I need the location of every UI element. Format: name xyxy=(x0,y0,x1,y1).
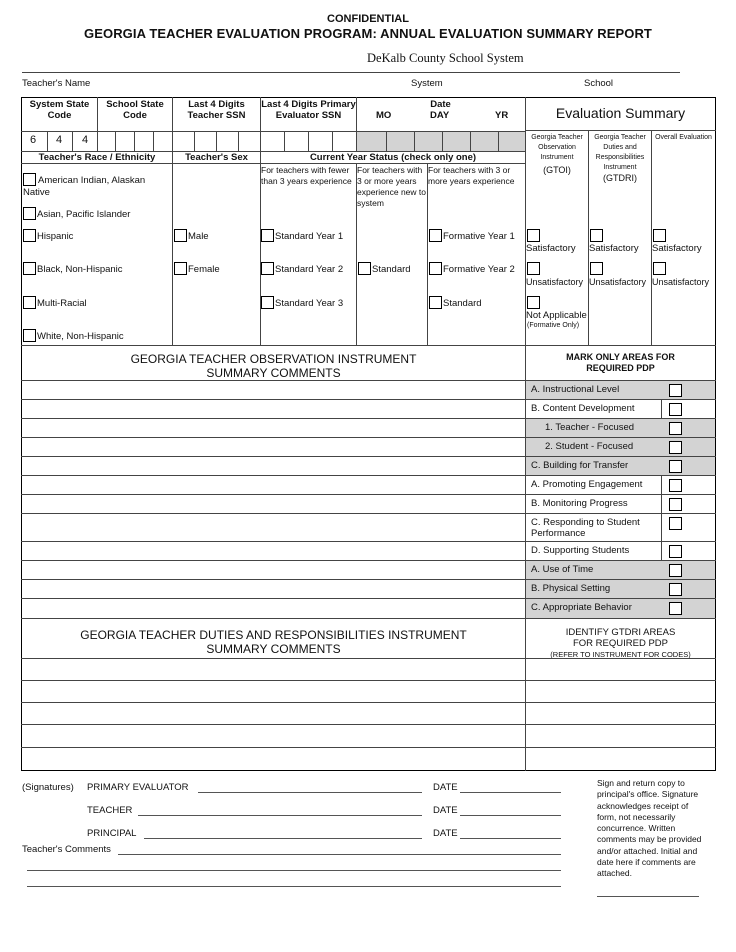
status-label-standard-year-3: Standard Year 3 xyxy=(275,298,344,309)
overall-unsatisfactory-checkbox[interactable] xyxy=(653,262,666,275)
status-note-new-to-system: For teachers with 3 or more years experience new to system xyxy=(357,165,426,208)
race-checkbox-hispanic[interactable] xyxy=(23,229,36,242)
pdp-area-checkbox[interactable] xyxy=(669,460,682,473)
signatures-label: (Signatures) xyxy=(22,782,74,793)
identify-line1: IDENTIFY GTDRI AREAS xyxy=(565,627,676,638)
confidential-label: CONFIDENTIAL xyxy=(327,13,409,25)
gtdri-unsatisfactory-checkbox[interactable] xyxy=(590,262,603,275)
date-shaded-area xyxy=(357,132,525,151)
status-header: Current Year Status (check only one) xyxy=(309,152,477,163)
primary-evaluator-date-line[interactable] xyxy=(460,792,561,793)
month-label: MO xyxy=(376,110,392,121)
pdp-row-divider xyxy=(525,541,716,542)
gtdri-title-line2: SUMMARY COMMENTS xyxy=(206,642,341,656)
sex-header: Teacher's Sex xyxy=(185,152,248,163)
status-label-formative-year-1: Formative Year 1 xyxy=(443,231,515,242)
gtdri-unsatisfactory-label: Unsatisfactory xyxy=(589,277,647,287)
school-state-code-header: School State Code xyxy=(106,99,164,121)
pdp-area-checkbox[interactable] xyxy=(669,498,682,511)
pdp-area-checkbox[interactable] xyxy=(669,422,682,435)
pdp-area-label: D. Supporting Students xyxy=(531,545,630,556)
not-applicable-label: Not Applicable xyxy=(526,310,587,321)
gtdri-satisfactory-label: Satisfactory xyxy=(589,243,639,254)
teacher-date-label: DATE xyxy=(433,805,458,816)
gtdri-title-line1: GEORGIA TEACHER DUTIES AND RESPONSIBILITIES INSTRUMENT xyxy=(80,628,467,642)
race-header: Teacher's Race / Ethnicity xyxy=(38,152,156,163)
race-label-white: White, Non-Hispanic xyxy=(37,331,124,342)
name-line xyxy=(22,72,680,73)
sex-label-male: Male xyxy=(188,231,209,242)
gtoi-column-header: Georgia Teacher Observation Instrument xyxy=(531,134,583,161)
primary-evaluator-signature-line[interactable] xyxy=(198,792,422,793)
principal-date-line[interactable] xyxy=(460,838,561,839)
principal-date-label: DATE xyxy=(433,828,458,839)
teacher-comments-label: Teacher's Comments xyxy=(22,844,111,855)
status-checkbox-standard-year-1[interactable] xyxy=(261,229,274,242)
principal-signature-line[interactable] xyxy=(144,838,422,839)
pdp-area-checkbox[interactable] xyxy=(669,602,682,615)
pdp-row-divider xyxy=(525,399,716,400)
gtoi-unsatisfactory-label: Unsatisfactory xyxy=(526,277,584,287)
sex-checkbox-female[interactable] xyxy=(174,262,187,275)
status-note-under-3: For teachers with fewer than 3 years experience xyxy=(261,165,352,186)
race-label-asian: Asian, Pacific Islander xyxy=(37,209,131,220)
overall-satisfactory-checkbox[interactable] xyxy=(653,229,666,242)
status-checkbox-standard-new[interactable] xyxy=(358,262,371,275)
race-label-american-indian: American Indian, Alaskan Native xyxy=(23,175,146,198)
pdp-area-checkbox[interactable] xyxy=(669,441,682,454)
teacher-date-line[interactable] xyxy=(460,815,561,816)
form-title: GEORGIA TEACHER EVALUATION PROGRAM: ANNUAL EVALUATION SUMMARY REPORT xyxy=(84,26,652,41)
primary-evaluator-date-label: DATE xyxy=(433,782,458,793)
status-checkbox-standard-3plus[interactable] xyxy=(429,296,442,309)
status-checkbox-formative-year-1[interactable] xyxy=(429,229,442,242)
system-digit: 4 xyxy=(56,134,63,146)
pdp-area-checkbox[interactable] xyxy=(669,545,682,558)
pdp-area-checkbox[interactable] xyxy=(669,479,682,492)
race-label-multi-racial: Multi-Racial xyxy=(37,298,87,309)
status-label-standard-new: Standard xyxy=(372,264,411,275)
pdp-area-label: B. Content Development xyxy=(531,403,635,414)
not-applicable-checkbox[interactable] xyxy=(527,296,540,309)
status-label-standard-year-1: Standard Year 1 xyxy=(275,231,344,242)
pdp-area-label: A. Instructional Level xyxy=(531,384,620,395)
teacher-comments-line[interactable] xyxy=(27,886,561,887)
pdp-header xyxy=(526,352,715,374)
return-instructions-note: Sign and return copy to principal's office. Signature acknowledges receipt of form, not necessarily concurrence. Written comments may be provided and/or attached. Initial and date here if comments are attached. xyxy=(597,778,702,879)
sex-checkbox-male[interactable] xyxy=(174,229,187,242)
identify-line2: FOR REQUIRED PDP xyxy=(572,638,668,649)
status-checkbox-standard-year-2[interactable] xyxy=(261,262,274,275)
status-label-formative-year-2: Formative Year 2 xyxy=(443,264,515,275)
pdp-header-line1: MARK ONLY AREAS FOR xyxy=(566,352,675,362)
status-checkbox-formative-year-2[interactable] xyxy=(429,262,442,275)
pdp-header-line2: REQUIRED PDP xyxy=(586,363,655,373)
teacher-signature-line[interactable] xyxy=(138,815,422,816)
status-label-standard-year-2: Standard Year 2 xyxy=(275,264,344,275)
gtoi-satisfactory-label: Satisfactory xyxy=(526,243,576,254)
pdp-area-checkbox[interactable] xyxy=(669,564,682,577)
date-header: Date xyxy=(430,99,451,110)
initial-date-line[interactable] xyxy=(597,896,699,897)
gtdri-identify-header xyxy=(526,627,715,660)
status-note-3-plus: For teachers with 3 or more years experience xyxy=(428,165,515,186)
evaluator-ssn-header: Last 4 Digits Primary Evaluator SSN xyxy=(261,99,356,121)
district-name: DeKalb County School System xyxy=(367,51,524,65)
pdp-area-label: B. Physical Setting xyxy=(531,583,611,594)
pdp-area-label: C. Responding to Student Performance xyxy=(531,517,640,539)
gtdri-comments-title xyxy=(22,628,525,656)
primary-evaluator-label: PRIMARY EVALUATOR xyxy=(87,782,189,793)
formative-only-label: (Formative Only) xyxy=(527,322,580,329)
pdp-area-label: B. Monitoring Progress xyxy=(531,498,628,509)
pdp-area-checkbox[interactable] xyxy=(669,403,682,416)
system-label: System xyxy=(411,78,443,89)
identify-line3: (REFER TO INSTRUMENT FOR CODES) xyxy=(550,650,691,659)
race-checkbox-white[interactable] xyxy=(23,329,36,342)
pdp-area-label: A. Use of Time xyxy=(531,564,594,575)
race-checkbox-asian[interactable] xyxy=(23,207,36,220)
pdp-area-checkbox[interactable] xyxy=(669,583,682,596)
principal-label: PRINCIPAL xyxy=(87,828,137,839)
status-checkbox-standard-year-3[interactable] xyxy=(261,296,274,309)
teacher-comments-line[interactable] xyxy=(27,870,561,871)
teacher-comments-line[interactable] xyxy=(118,854,561,855)
gtoi-title-line1: GEORGIA TEACHER OBSERVATION INSTRUMENT xyxy=(130,352,417,366)
pdp-area-label: C. Building for Transfer xyxy=(531,460,629,471)
gtoi-comments-title xyxy=(22,352,525,380)
pdp-area-label: 1. Teacher - Focused xyxy=(545,422,635,433)
race-checkbox-multi-racial[interactable] xyxy=(23,296,36,309)
sex-label-female: Female xyxy=(188,264,220,275)
overall-column-header: Overall Evaluation xyxy=(655,134,712,141)
race-checkbox-black[interactable] xyxy=(23,262,36,275)
pdp-area-checkbox[interactable] xyxy=(669,384,682,397)
gtoi-abbr: (GTOI) xyxy=(543,165,571,175)
overall-satisfactory-label: Satisfactory xyxy=(652,243,702,254)
system-digit: 4 xyxy=(82,134,89,146)
status-label-standard-3plus: Standard xyxy=(443,298,482,309)
pdp-row-divider xyxy=(525,494,716,495)
day-label: DAY xyxy=(430,110,450,121)
teacher-ssn-header: Last 4 Digits Teacher SSN xyxy=(187,99,246,121)
race-label-black: Black, Non-Hispanic xyxy=(37,264,123,275)
system-state-code-header: System State Code xyxy=(29,99,90,121)
gtoi-satisfactory-checkbox[interactable] xyxy=(527,229,540,242)
gtdri-column-header: Georgia Teacher Duties and Responsibilities Instrument xyxy=(594,134,646,171)
pdp-row-divider xyxy=(525,475,716,476)
pdp-row-divider xyxy=(525,513,716,514)
gtoi-unsatisfactory-checkbox[interactable] xyxy=(527,262,540,275)
school-label: School xyxy=(584,78,614,89)
teacher-name-label: Teacher's Name xyxy=(22,78,91,89)
overall-unsatisfactory-label: Unsatisfactory xyxy=(652,277,710,287)
gtdri-abbr: (GTDRI) xyxy=(603,173,637,183)
gtoi-title-line2: SUMMARY COMMENTS xyxy=(206,366,341,380)
pdp-area-label: 2. Student - Focused xyxy=(545,441,634,452)
year-label: YR xyxy=(495,110,509,121)
pdp-area-label: A. Promoting Engagement xyxy=(531,479,643,490)
race-label-hispanic: Hispanic xyxy=(37,231,74,242)
evaluation-summary-title: Evaluation Summary xyxy=(555,105,686,121)
system-digit: 6 xyxy=(30,134,37,146)
gtdri-satisfactory-checkbox[interactable] xyxy=(590,229,603,242)
teacher-label: TEACHER xyxy=(87,805,133,816)
pdp-area-label: C. Appropriate Behavior xyxy=(531,602,632,613)
pdp-area-checkbox[interactable] xyxy=(669,517,682,530)
